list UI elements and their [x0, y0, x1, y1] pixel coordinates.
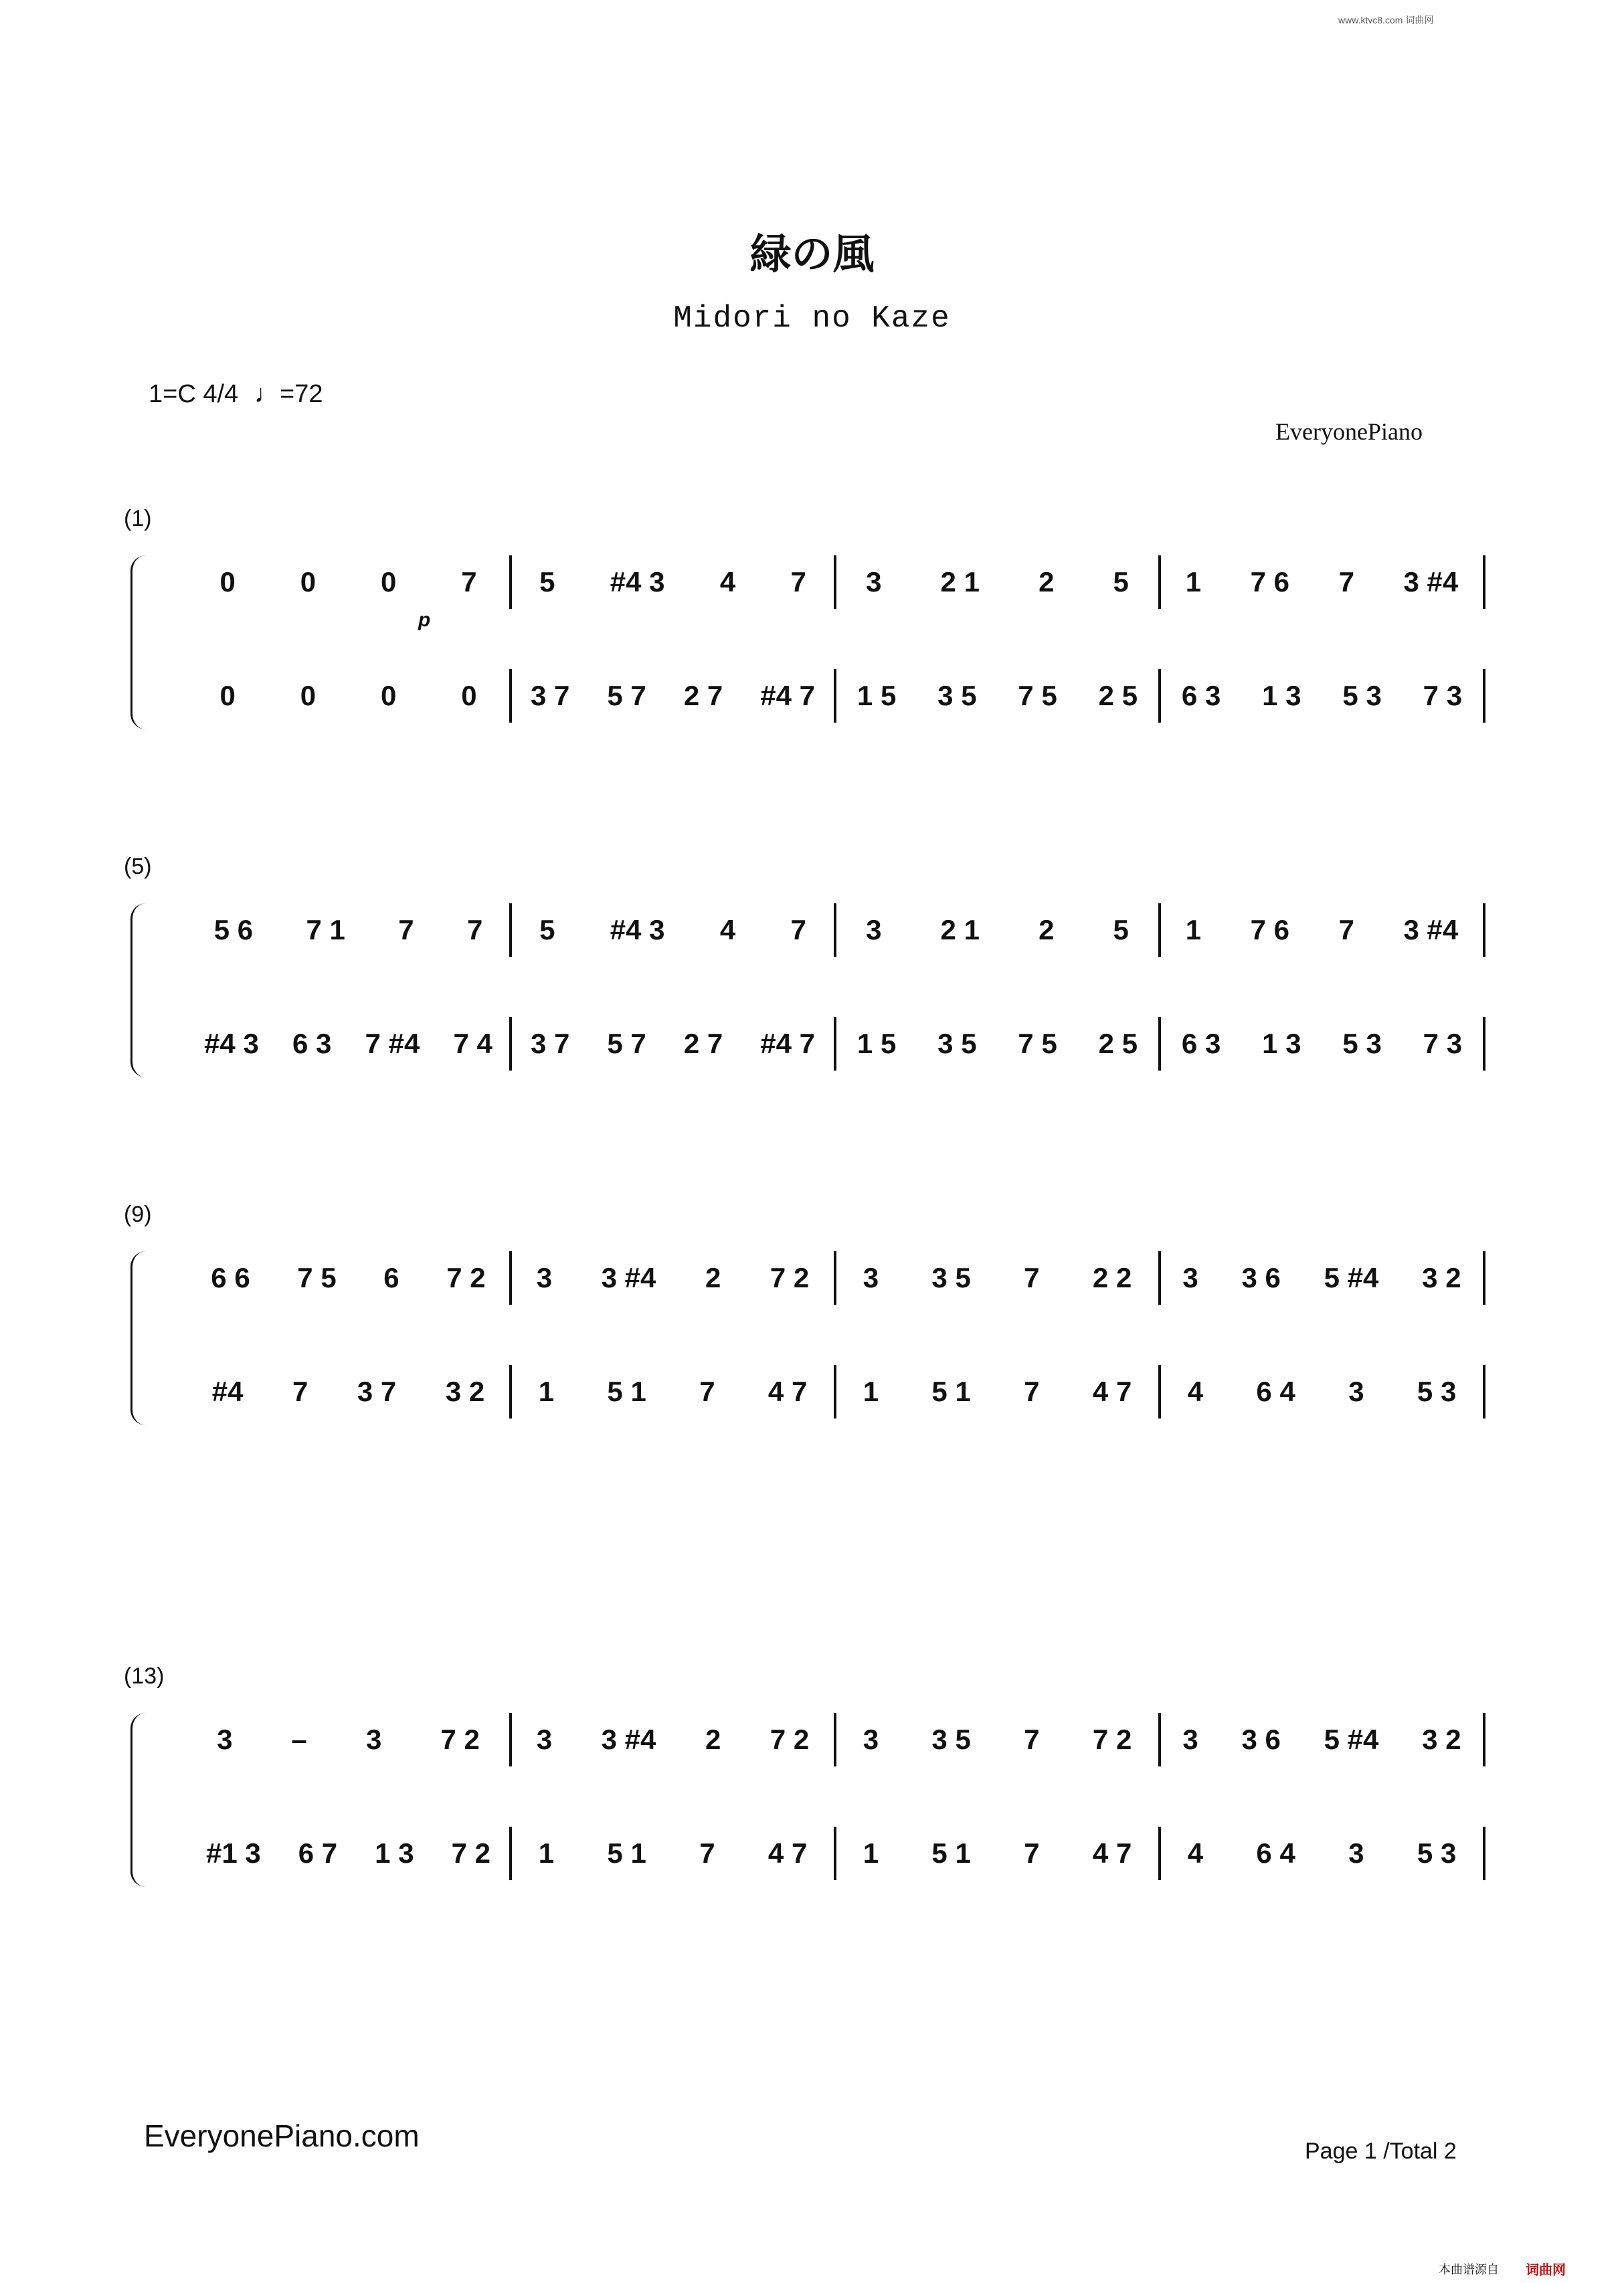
credit: EveryonePiano	[1275, 418, 1423, 445]
barline	[1483, 1251, 1485, 1305]
note: 1	[538, 1837, 555, 1869]
note: 5 1	[931, 1837, 971, 1869]
measure	[1161, 1833, 1483, 1874]
note: 3	[536, 1262, 553, 1293]
note: 4 7	[1092, 1376, 1132, 1407]
note: 5 6	[213, 914, 254, 945]
barline	[1483, 903, 1485, 957]
tempo-marking: ♩=72	[254, 380, 323, 408]
measure	[187, 562, 509, 602]
staff-brace	[130, 1713, 146, 1887]
note: 6 4	[1256, 1376, 1295, 1407]
note: 3	[866, 566, 882, 598]
note: 0	[300, 566, 317, 598]
note: 5	[539, 566, 555, 598]
note: 6 3	[1181, 680, 1221, 711]
note: –	[291, 1724, 307, 1755]
note: 1	[863, 1376, 879, 1407]
staff-brace	[130, 903, 146, 1077]
measure	[836, 1372, 1158, 1412]
measure	[187, 1258, 509, 1298]
measure	[1161, 676, 1483, 716]
footer-site: EveryonePiano.com	[144, 2118, 420, 2153]
note: 3 #4	[1403, 566, 1459, 598]
note: 7 1	[306, 914, 345, 945]
note: 2 5	[1098, 680, 1138, 711]
note: #4 7	[760, 1028, 815, 1059]
note: 3 5	[931, 1724, 971, 1755]
site-url: www.ktvc8.com 词曲网	[1338, 15, 1434, 25]
note: 3	[217, 1724, 233, 1755]
measure	[512, 1833, 834, 1874]
note: 7	[1338, 566, 1354, 598]
brand-logo: 词曲网	[1526, 2263, 1566, 2278]
measure-label: (13)	[124, 1663, 165, 1689]
right-hand-row	[187, 1720, 1485, 1760]
note: 1 5	[856, 680, 897, 711]
right-hand-row	[187, 910, 1485, 950]
note: 4 7	[768, 1376, 808, 1407]
note: 7 6	[1250, 566, 1290, 598]
note: 3 5	[937, 1028, 977, 1059]
note: 5 3	[1342, 680, 1382, 711]
note: 7	[461, 566, 477, 598]
note: 7	[790, 566, 806, 598]
key-signature: 1=C 4/4	[149, 380, 239, 408]
left-hand-row	[187, 1024, 1485, 1064]
note: 5 3	[1417, 1837, 1457, 1869]
measure	[836, 1720, 1158, 1760]
note: 4	[719, 566, 736, 598]
note: 7	[699, 1376, 715, 1407]
measure	[1161, 910, 1483, 950]
staff-brace	[130, 555, 146, 729]
note: 5 #4	[1324, 1262, 1379, 1293]
measure	[512, 676, 834, 716]
note: 3 #4	[601, 1262, 656, 1293]
barline	[1483, 1365, 1485, 1419]
note: 3 7	[531, 680, 570, 711]
note: 4	[1187, 1376, 1204, 1407]
left-hand-row	[187, 676, 1485, 716]
note: 3	[536, 1724, 553, 1755]
note: 6 4	[1256, 1837, 1295, 1869]
measure	[512, 562, 834, 602]
note: #4	[211, 1376, 244, 1407]
measure	[512, 1372, 834, 1412]
page-subtitle: Midori no Kaze	[673, 301, 951, 336]
note: 2	[1039, 566, 1055, 598]
staff-brace	[130, 1251, 146, 1425]
note: 7	[1338, 914, 1354, 945]
barline	[1483, 669, 1485, 723]
note: 7	[1024, 1837, 1040, 1869]
note: 6	[383, 1262, 399, 1293]
note: 0	[380, 566, 397, 598]
note: 7 3	[1423, 1028, 1463, 1059]
note: 2	[1039, 914, 1055, 945]
note: 3 5	[931, 1262, 971, 1293]
note: 7 2	[451, 1837, 490, 1869]
note: 2 1	[940, 566, 980, 598]
measure	[187, 1833, 509, 1874]
note: 2 7	[683, 1028, 723, 1059]
note: 1	[863, 1837, 879, 1869]
measure	[512, 1024, 834, 1064]
barline	[1483, 1713, 1485, 1766]
measure	[1161, 1024, 1483, 1064]
note: 3 6	[1241, 1724, 1281, 1755]
note: 7	[1024, 1262, 1040, 1293]
note: 7	[790, 914, 806, 945]
note: 1 3	[1262, 680, 1301, 711]
note: 7	[699, 1837, 715, 1869]
dynamic-marking: p	[418, 609, 431, 631]
note: 3 5	[937, 680, 977, 711]
note: 3 6	[1241, 1262, 1281, 1293]
note: 7 2	[770, 1724, 810, 1755]
note: 2 7	[683, 680, 723, 711]
measure	[836, 910, 1158, 950]
measure	[187, 1024, 509, 1064]
measure	[187, 676, 509, 716]
note: 5 3	[1417, 1376, 1457, 1407]
note: 0	[461, 680, 477, 711]
measure	[836, 1833, 1158, 1874]
measure	[187, 910, 509, 950]
note: 2	[705, 1724, 721, 1755]
note: 3 2	[445, 1376, 485, 1407]
note: 5 7	[607, 1028, 646, 1059]
note: 4	[1187, 1837, 1204, 1869]
note: 5	[539, 914, 555, 945]
note: 3 #4	[601, 1724, 656, 1755]
note: 6 3	[1181, 1028, 1221, 1059]
note: 3	[1348, 1376, 1364, 1407]
note: 3	[863, 1262, 879, 1293]
note: 7	[466, 914, 483, 945]
note: 6 6	[211, 1262, 250, 1293]
page-title: 緑の風	[749, 230, 875, 278]
note: 3 2	[1422, 1262, 1461, 1293]
note: 5 1	[607, 1376, 646, 1407]
barline	[1483, 1017, 1485, 1071]
note: 7 2	[770, 1262, 810, 1293]
note: 7 4	[453, 1028, 492, 1059]
note: 7	[1024, 1376, 1040, 1407]
note: 0	[219, 680, 236, 711]
note: #4 3	[204, 1028, 259, 1059]
note: 0	[380, 680, 397, 711]
left-hand-row	[187, 1372, 1485, 1412]
right-hand-row	[187, 1258, 1485, 1298]
note: 3 7	[531, 1028, 570, 1059]
note: 1	[1185, 914, 1202, 945]
measure	[836, 1024, 1158, 1064]
note: 1 3	[1262, 1028, 1301, 1059]
note: 4 7	[1092, 1837, 1132, 1869]
note: 2	[705, 1262, 721, 1293]
note: 7 5	[1018, 680, 1057, 711]
measure-label: (5)	[124, 854, 152, 879]
note: 2 5	[1098, 1028, 1138, 1059]
note: 5 3	[1342, 1028, 1382, 1059]
measure	[187, 1720, 509, 1760]
note: 6 3	[292, 1028, 332, 1059]
source-text: 本曲谱源自	[1439, 2263, 1499, 2276]
measure	[187, 1372, 509, 1412]
note: 3	[1182, 1262, 1198, 1293]
barline	[1483, 555, 1485, 609]
note: #4 3	[610, 566, 665, 598]
measure	[836, 1258, 1158, 1298]
note: 3	[863, 1724, 879, 1755]
note: 7 2	[440, 1724, 480, 1755]
note: 3 7	[357, 1376, 397, 1407]
note: 1	[1185, 566, 1202, 598]
measure	[836, 676, 1158, 716]
note: 3 2	[1422, 1724, 1461, 1755]
note: 1	[538, 1376, 555, 1407]
note: 3	[366, 1724, 382, 1755]
note: 3	[1348, 1837, 1364, 1869]
measure	[1161, 1720, 1483, 1760]
note: 7 2	[1092, 1724, 1132, 1755]
note: 7 2	[446, 1262, 486, 1293]
right-hand-row	[187, 562, 1485, 602]
measure	[1161, 1372, 1483, 1412]
measure	[1161, 1258, 1483, 1298]
measure	[512, 1720, 834, 1760]
measure	[1161, 562, 1483, 602]
note: 4 7	[768, 1837, 808, 1869]
barline	[1483, 1827, 1485, 1880]
note: 5	[1113, 566, 1129, 598]
note: 7	[1024, 1724, 1040, 1755]
note: 7 5	[297, 1262, 337, 1293]
note: 2 1	[940, 914, 980, 945]
note: 1 3	[375, 1837, 414, 1869]
note: 0	[219, 566, 236, 598]
note: 3 #4	[1403, 914, 1459, 945]
note: 2 2	[1092, 1262, 1132, 1293]
note: 5 1	[931, 1376, 971, 1407]
measure	[512, 910, 834, 950]
measure-label: (9)	[124, 1202, 152, 1227]
measure	[512, 1258, 834, 1298]
measure-label: (1)	[124, 506, 152, 531]
note: 7	[292, 1376, 308, 1407]
note: 7	[398, 914, 414, 945]
note: 7 5	[1018, 1028, 1057, 1059]
note: 7 #4	[365, 1028, 420, 1059]
note: 5	[1113, 914, 1129, 945]
note: 1 5	[856, 1028, 897, 1059]
note: 0	[300, 680, 317, 711]
note: 3	[1182, 1724, 1198, 1755]
note: #1 3	[206, 1837, 261, 1869]
page-number: Page 1 /Total 2	[1305, 2138, 1457, 2164]
note: 3	[866, 914, 882, 945]
note: #4 3	[610, 914, 665, 945]
note: 5 1	[607, 1837, 646, 1869]
measure	[836, 562, 1158, 602]
note: #4 7	[760, 680, 815, 711]
note: 6 7	[298, 1837, 338, 1869]
left-hand-row	[187, 1833, 1485, 1874]
note: 4	[719, 914, 736, 945]
note: 5 #4	[1324, 1724, 1379, 1755]
note: 7 6	[1250, 914, 1290, 945]
note: 7 3	[1423, 680, 1463, 711]
note: 5 7	[607, 680, 646, 711]
